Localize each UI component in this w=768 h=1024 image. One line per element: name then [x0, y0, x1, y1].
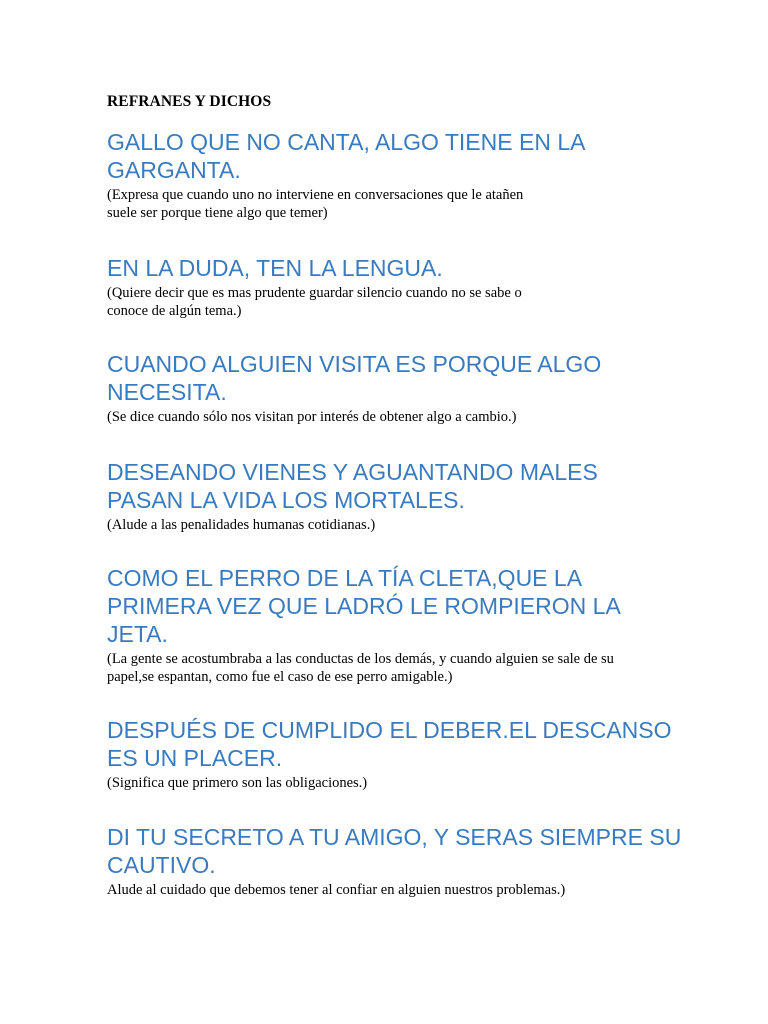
refran-meaning: (La gente se acostumbraba a las conductas de los demás, y cuando alguien se sale de su papel,se espantan, como fue el caso de ese perro amigable.): [107, 651, 614, 685]
refran-meaning: Alude al cuidado que debemos tener al confiar en alguien nuestros problemas.): [107, 882, 566, 898]
refran-saying: EN LA DUDA, TEN LA LENGUA.: [107, 255, 443, 281]
refran-item: [107, 458, 707, 534]
refran-meaning: (Se dice cuando sólo nos visitan por interés de obtener algo a cambio.): [107, 409, 517, 425]
refran-saying: DESEANDO VIENES Y AGUANTANDO MALES PASAN LA VIDA LOS MORTALES.: [107, 459, 598, 513]
refran-item: [107, 564, 707, 686]
document-title: REFRANES Y DICHOS: [107, 93, 272, 110]
refran-item: [107, 716, 707, 792]
refran-meaning: (Alude a las penalidades humanas cotidianas.): [107, 517, 376, 533]
refran-meaning: (Significa que primero son las obligaciones.): [107, 775, 368, 791]
refran-meaning: (Quiere decir que es mas prudente guardar silencio cuando no se sabe o conoce de algún tema.): [107, 285, 522, 319]
refran-saying: DESPUÉS DE CUMPLIDO EL DEBER.EL DESCANSO ES UN PLACER.: [107, 717, 672, 771]
refran-item: [107, 128, 707, 222]
refran-item: [107, 254, 707, 320]
refran-saying: GALLO QUE NO CANTA, ALGO TIENE EN LA GARGANTA.: [107, 129, 586, 183]
refran-item: [107, 823, 707, 899]
refran-saying: CUANDO ALGUIEN VISITA ES PORQUE ALGO NECESITA.: [107, 351, 602, 405]
refran-saying: DI TU SECRETO A TU AMIGO, Y SERAS SIEMPRE SU CAUTIVO.: [107, 824, 682, 878]
refran-meaning: (Expresa que cuando uno no interviene en conversaciones que le atañen suele ser porque tiene algo que temer): [107, 187, 524, 221]
refran-item: [107, 350, 707, 426]
refran-saying: COMO EL PERRO DE LA TÍA CLETA,QUE LA PRIMERA VEZ QUE LADRÓ LE ROMPIERON LA JETA.: [107, 565, 621, 647]
